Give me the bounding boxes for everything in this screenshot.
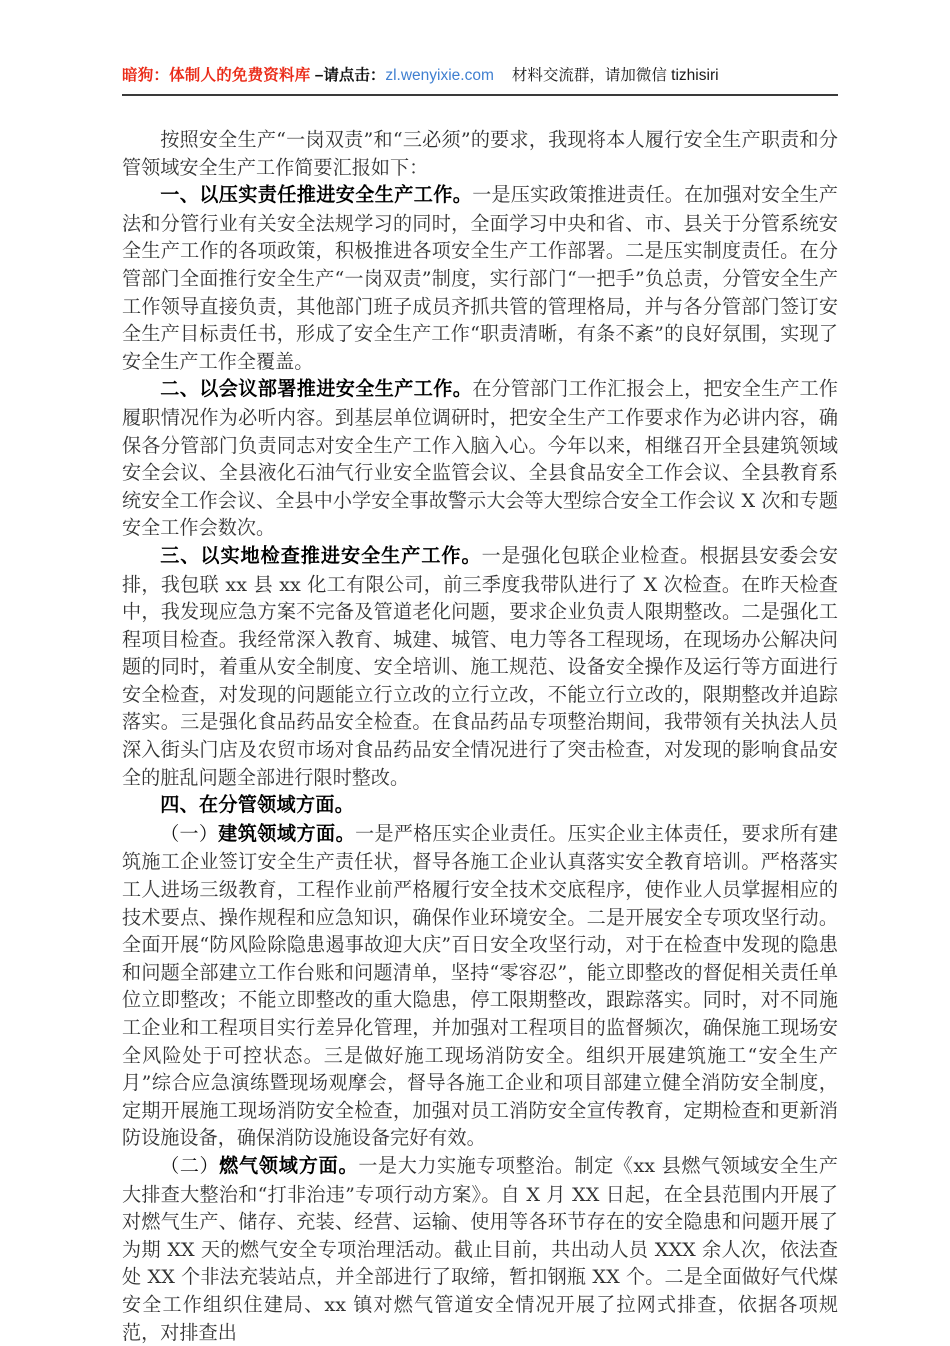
section-heading: 二、以会议部署推进安全生产工作。 [160, 379, 473, 401]
promo-wechat-text: 材料交流群，请加微信 tizhisiri [511, 67, 719, 84]
paragraph-text: 一是严格压实企业责任。压实企业主体责任，要求所有建筑施工企业签订安全生产责任状，督导各施工企业认真落实安全教育培训。严格落实工人进场三级教育，工程作业前严格履行安全技术交底程序，使作业人员掌握相应的技术要点、操作规程和应急知识，确保作业环境安全。二是开展安全专项攻坚行动。全面开展“防风险除隐患遏事故迎大庆”百日安全攻坚行动，对于在检查中发现的隐患和问题全部建立工作台账和问题清单，坚持“零容忍”，能立即整改的督促相关责任单位立即整改；不能立即整改的重大隐患，停工限期整改，跟踪落实。同时，对不同施工企业和工程项目实行差异化管理，并加强对工程项目的监督频次，确保施工现场安全风险处于可控状态。三是做好施工现场消防安全。组织开展建筑施工“安全生产月”综合应急演练暨现场观摩会，督导各施工企业和项目部建立健全消防安全制度，定期开展施工现场消防安全检查，加强对员工消防安全宣传教育，定期检查和更新消防设施设备，确保消防设施设备完好有效。 [122, 821, 838, 1150]
subsection-number: （二） [160, 1153, 220, 1177]
paragraph-intro [122, 126, 838, 181]
section-heading: 一、以压实责任推进安全生产工作。 [160, 185, 473, 207]
promo-click-text: –请点击： [310, 67, 386, 84]
paragraph-section-2 [122, 375, 838, 542]
paragraph-section-4-1 [122, 820, 838, 1152]
promo-banner [122, 62, 838, 96]
paragraph-section-4 [122, 791, 838, 820]
paragraph-text: 一是压实政策推进责任。在加强对安全生产法和分管行业有关安全法规学习的同时，全面学习中央和省、市、县关于分管系统安全生产工作的各项政策，积极推进各项安全生产工作部署。二是压实制度责任。在分管部门全面推行安全生产“一岗双责”制度，实行部门“一把手”负总责，分管安全生产工作领导直接负责，其他部门班子成员齐抓共管的管理格局，并与各分管部门签订安全生产目标责任书，形成了安全生产工作“职责清晰，有条不紊”的良好氛围，实现了安全生产工作全覆盖。 [122, 183, 838, 373]
section-heading: 四、在分管领域方面。 [160, 795, 355, 817]
paragraph-section-4-2 [122, 1152, 838, 1346]
paragraph-text: 在分管部门工作汇报会上，把安全生产工作履职情况作为必听内容。到基层单位调研时，把安全生产工作要求作为必讲内容，确保各分管部门负责同志对安全生产工作入脑入心。今年以来，相继召开全县建筑领域安全会议、全县液化石油气行业安全监管会议、全县食品安全工作会议、全县教育系统安全工作会议、全县中小学安全事故警示大会等大型综合安全工作会议 X 次和专题安全工作会数次。 [122, 377, 838, 540]
subsection-number: （一） [160, 821, 219, 845]
document-text-body [122, 126, 838, 1346]
paragraph-text: 一是大力实施专项整治。制定《xx 县燃气领域安全生产大排查大整治和“打非治违”专项行动方案》。自 X 月 XX 日起，在全县范围内开展了对燃气生产、储存、充装、经营、运输、使用等各环节存在的安全隐患和问题开展了为期 XX 天的燃气安全专项治理活动。截止目前，共出动人员 XXX 余人次，依法查处 XX 个非法充装站点，并全部进行了取缔，暂扣钢瓶 XX 个。二是全面做好气代煤安全工作组织住建局、xx 镇对燃气管道安全情况开展了拉网式排查，依据各项规范，对排查出 [122, 1153, 839, 1344]
promo-brand-text: 暗狗：体制人的免费资料库 [122, 67, 311, 84]
paragraph-text: 一是强化包联企业检查。根据县安委会安排，我包联 xx 县 xx 化工有限公司，前三季度我带队进行了 X 次检查。在昨天检查中，我发现应急方案不完备及管道老化问题，要求企业负责人限期整改。二是强化工程项目检查。我经常深入教育、城建、城管、电力等各工程现场，在现场办公解决问题的同时，着重从安全制度、安全培训、施工规范、设备安全操作及运行等方面进行安全检查，对发现的问题能立行立改的立行立改，不能立行立改的，限期整改并追踪落实。三是强化食品药品安全检查。在食品药品专项整治期间，我带领有关执法人员深入街头门店及农贸市场对食品药品安全情况进行了突击检查，对发现的影响食品安全的脏乱问题全部进行限时整改。 [122, 543, 838, 789]
subsection-heading: 建筑领域方面。 [218, 823, 356, 845]
paragraph-text: 按照安全生产“一岗双责”和“三必须”的要求，我现将本人履行安全生产职责和分管领域安全生产工作简要汇报如下： [122, 128, 838, 179]
paragraph-section-1 [122, 181, 838, 375]
section-heading: 三、以实地检查推进安全生产工作。 [160, 545, 482, 567]
promo-link[interactable]: zl.wenyixie.com [385, 67, 494, 84]
paragraph-section-3 [122, 542, 838, 791]
subsection-heading: 燃气领域方面。 [219, 1155, 359, 1177]
